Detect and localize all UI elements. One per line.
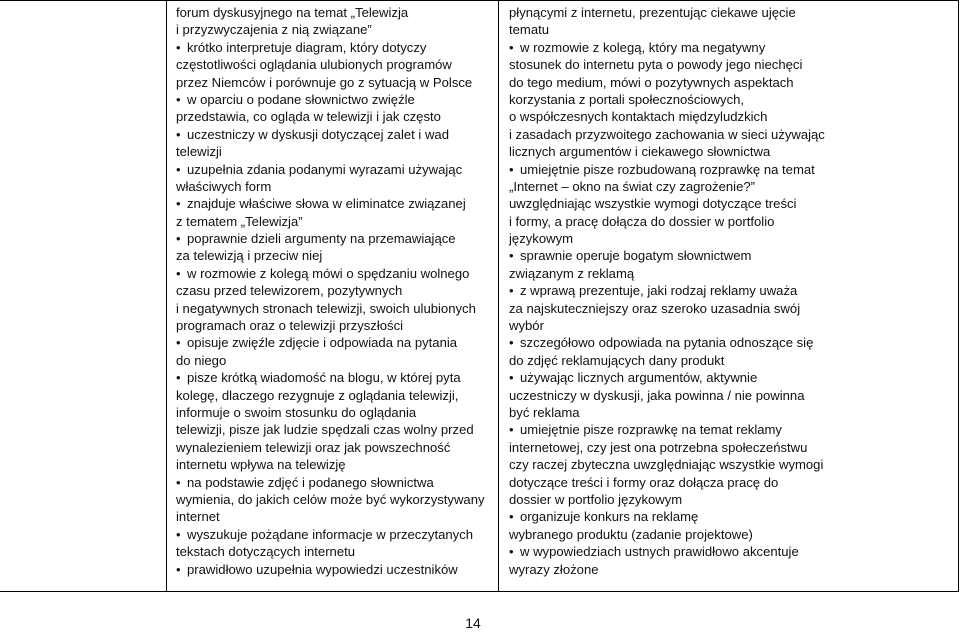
column-1-criteria [176,4,494,578]
text-line: tematu [509,22,550,38]
bullet-line: • prawidłowo uzupełnia wypowiedzi uczestników [176,561,494,578]
text-line: uczestniczy w dyskusji, jaka powinna / nie powinna [509,387,805,403]
text-line: stosunek do internetu pyta o powody jego niechęci [509,57,803,73]
text-line: za najskuteczniejszy oraz szeroko uzasadnia swój [509,300,801,316]
text-line: licznych argumentów i ciekawego słownictwa [509,144,771,160]
text-line: wybranego produktu (zadanie projektowe) [509,526,753,542]
text-line: właściwych form [176,178,272,194]
text-line: do tego medium, mówi o pozytywnych aspektach [509,74,794,90]
text-line: i zasadach przyzwoitego zachowania w sieci używając [509,126,825,142]
bullet-line: • z wprawą prezentuje, jaki rodzaj reklamy uważa [509,282,847,299]
text-line: i formy, a pracę dołącza do dossier w portfolio [509,213,775,229]
bullet-line: • sprawnie operuje bogatym słownictwem [509,247,847,264]
bullet-line: • w rozmowie z kolegą mówi o spędzaniu wolnego [176,265,494,282]
text-line: internet [176,509,220,525]
text-line: dossier w portfolio językowym [509,491,683,507]
text-line: z tematem „Telewizja” [176,213,303,229]
text-line: i przyzwyczajenia z nią związane” [176,22,372,38]
bullet-line: • organizuje konkurs na reklamę [509,508,847,525]
text-line: „Internet – okno na świat czy zagrożenie?” [509,178,756,194]
text-line: za telewizją i przeciw niej [176,248,323,264]
bullet-line: • krótko interpretuje diagram, który dotyczy [176,39,494,56]
text-line: wymienia, do jakich celów może być wykorzystywany [176,491,485,507]
text-line: forum dyskusyjnego na temat „Telewizja [176,5,409,20]
text-line: być reklama [509,404,580,420]
text-line: płynącymi z internetu, prezentując ciekawe ujęcie [509,5,796,20]
text-line: uwzględniając wszystkie wymogi dotyczące treści [509,196,797,212]
text-line: wybór [509,318,544,334]
bullet-line: • umiejętnie pisze rozprawkę na temat reklamy [509,421,847,438]
bullet-line: • umiejętnie pisze rozbudowaną rozprawkę na temat [509,161,847,178]
bullet-line: • wyszukuje pożądane informacje w przeczytanych [176,526,494,543]
text-line: o współczesnych kontaktach międzyludzkich [509,109,768,125]
text-line: do zdjęć reklamujących dany produkt [509,352,725,368]
bullet-line: • szczegółowo odpowiada na pytania odnoszące się [509,334,847,351]
text-line: językowym [509,231,574,247]
text-line: dotyczące treści i formy oraz dołącza pracę do [509,474,779,490]
text-line: wyrazy złożone [509,561,599,577]
text-line: kolegę, dlaczego rezygnuje z oglądania telewizji, [176,387,459,403]
table-divider-middle [498,0,499,592]
text-line: do niego [176,352,227,368]
bullet-line: • znajduje właściwe słowa w eliminatce związanej [176,195,494,212]
text-line: przedstawia, co ogląda w telewizji i jak często [176,109,441,125]
text-line: telewizji [176,144,222,160]
bullet-line: • w rozmowie z kolegą, który ma negatywny [509,39,847,56]
text-line: wynalezieniem telewizji oraz jak powszechność [176,439,451,455]
bullet-line: • uzupełnia zdania podanymi wyrazami używając [176,161,494,178]
page-number: 14 [465,615,481,631]
text-line: i negatywnych stronach telewizji, swoich ulubionych [176,300,476,316]
text-line: tekstach dotyczących internetu [176,544,356,560]
bullet-line: • na podstawie zdjęć i podanego słownictwa [176,474,494,491]
text-line: czasu przed telewizorem, pozytywnych [176,283,403,299]
text-line: korzystania z portali społecznościowych, [509,91,745,107]
text-line: programach oraz o telewizji przyszłości [176,318,404,334]
text-line: informuje o swoim stosunku do oglądania [176,404,417,420]
bullet-line: • używając licznych argumentów, aktywnie [509,369,847,386]
table-divider-left [166,0,167,592]
bullet-line: • w wypowiedziach ustnych prawidłowo akcentuje [509,543,847,560]
bullet-line: • w oparciu o podane słownictwo zwięźle [176,91,494,108]
text-line: telewizji, pisze jak ludzie spędzali czas wolny przed [176,422,474,438]
bullet-line: • uczestniczy w dyskusji dotyczącej zalet i wad [176,126,494,143]
text-line: częstotliwości oglądania ulubionych programów [176,57,452,73]
bullet-line: • opisuje zwięźle zdjęcie i odpowiada na pytania [176,334,494,351]
text-line: przez Niemców i porównuje go z sytuacją w Polsce [176,74,473,90]
text-line: związanym z reklamą [509,265,635,281]
bullet-line: • poprawnie dzieli argumenty na przemawiające [176,230,494,247]
column-2-criteria [509,4,847,578]
text-line: internetowej, czy jest ona potrzebna społeczeństwu [509,439,808,455]
bullet-line: • pisze krótką wiadomość na blogu, w której pyta [176,369,494,386]
text-line: internetu wpływa na telewizję [176,457,346,473]
text-line: czy raczej zbyteczna uwzględniając wszystkie wymogi [509,457,824,473]
